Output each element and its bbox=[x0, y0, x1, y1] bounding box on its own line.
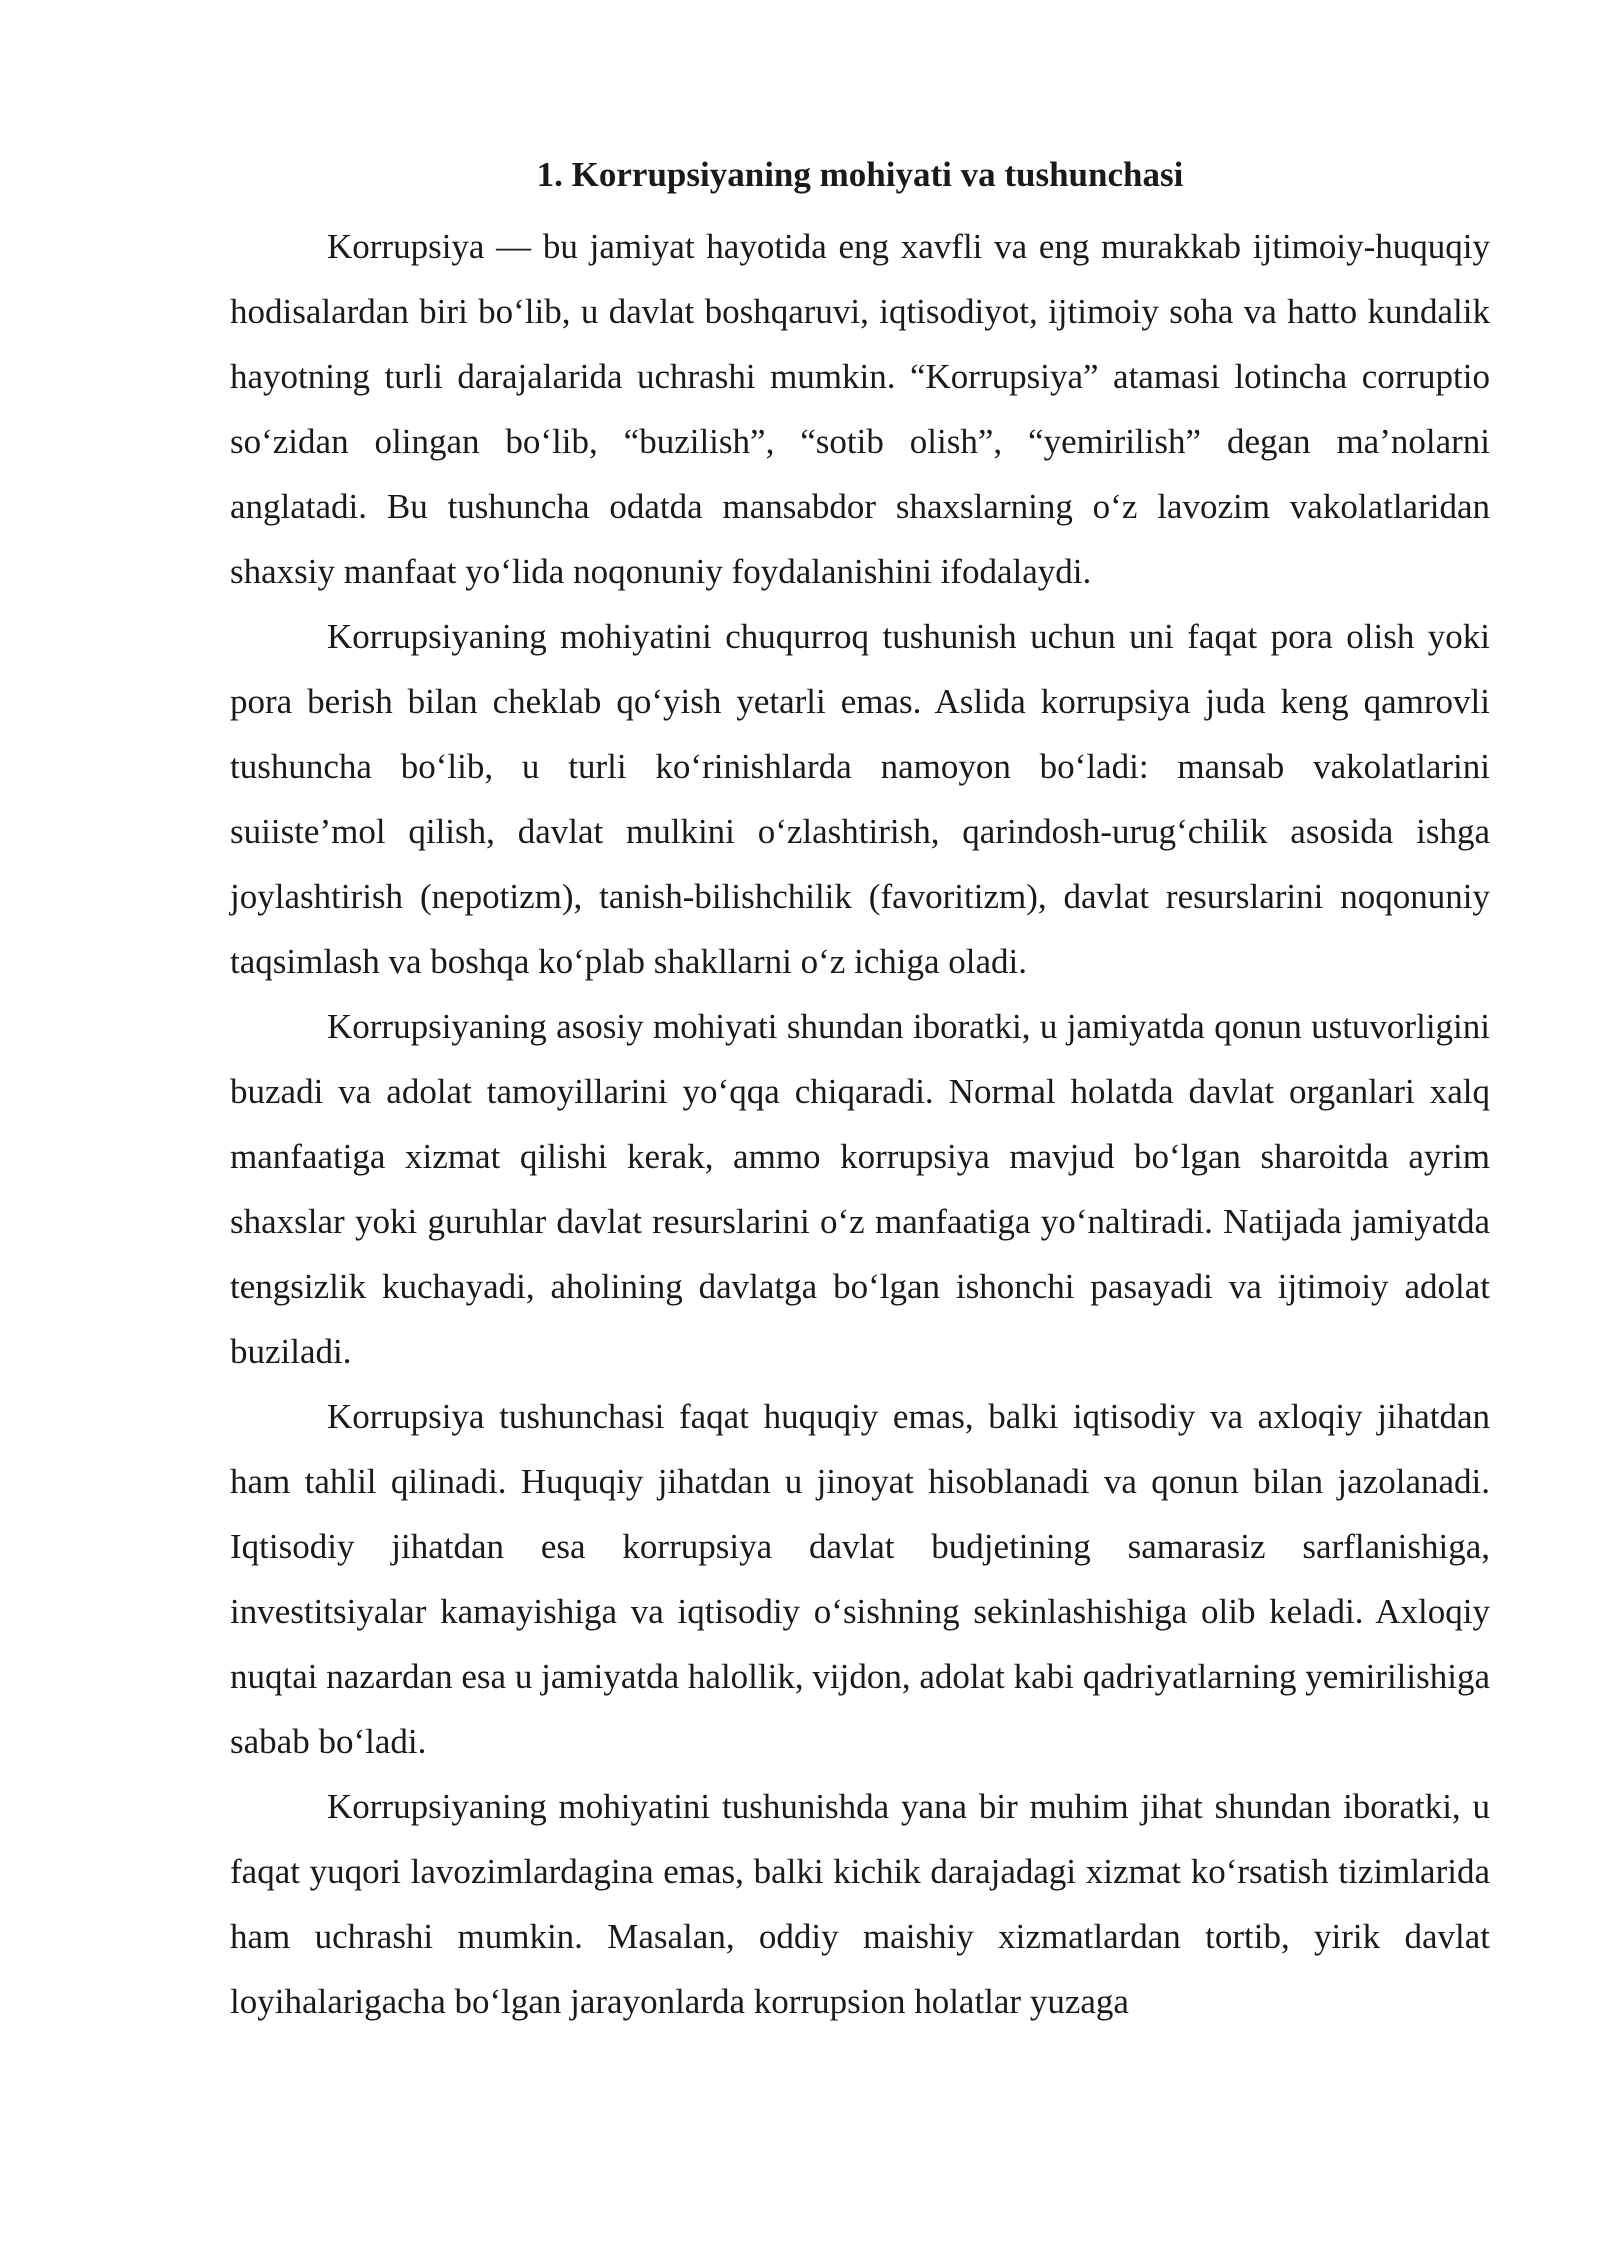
paragraph-4: Korrupsiya tushunchasi faqat huquqiy emas, balki iqtisodiy va axloqiy jihatdan ham tahlil qilinadi. Huquqiy jihatdan u jinoyat hisoblanadi va qonun bilan jazolanadi. Iqtisodiy jihatdan esa korrupsiya davlat budjetining samarasiz sarflanishiga, investitsiyalar kamayishiga va iqtisodiy o‘sishning sekinlashishiga olib keladi. Axloqiy nuqtai nazardan esa u jamiyatda halollik, vijdon, adolat kabi qadriyatlarning yemirilishiga sabab bo‘ladi. bbox=[230, 1397, 1490, 1761]
paragraph-5: Korrupsiyaning mohiyatini tushunishda yana bir muhim jihat shundan iboratki, u faqat yuqori lavozimlardagina emas, balki kichik darajadagi xizmat ko‘rsatish tizimlarida ham uchrashi mumkin. Masalan, oddiy maishiy xizmatlardan tortib, yirik davlat loyihalarigacha bo‘lgan jarayonlarda korrupsion holatlar yuzaga bbox=[230, 1787, 1490, 2021]
section-heading: 1. Korrupsiyaning mohiyati va tushunchasi bbox=[536, 155, 1184, 194]
document-page bbox=[230, 150, 1490, 2034]
paragraph-2: Korrupsiyaning mohiyatini chuqurroq tushunish uchun uni faqat pora olish yoki pora berish bilan cheklab qo‘yish yetarli emas. Aslida korrupsiya juda keng qamrovli tushuncha bo‘lib, u turli ko‘rinishlarda namoyon bo‘ladi: mansab vakolatlarini suiiste’mol qilish, davlat mulkini o‘zlashtirish, qarindosh-urug‘chilik asosida ishga joylashtirish (nepotizm), tanish-bilishchilik (favoritizm), davlat resurslarini noqonuniy taqsimlash va boshqa ko‘plab shakllarni o‘z ichiga oladi. bbox=[230, 617, 1490, 981]
paragraph-1: Korrupsiya — bu jamiyat hayotida eng xavfli va eng murakkab ijtimoiy-huquqiy hodisalardan biri bo‘lib, u davlat boshqaruvi, iqtisodiyot, ijtimoiy soha va hatto kundalik hayotning turli darajalarida uchrashi mumkin. “Korrupsiya” atamasi lotincha corruptio so‘zidan olingan bo‘lib, “buzilish”, “sotib olish”, “yemirilish” degan ma’nolarni anglatadi. Bu tushuncha odatda mansabdor shaxslarning o‘z lavozim vakolatlaridan shaxsiy manfaat yo‘lida noqonuniy foydalanishini ifodalaydi. bbox=[230, 227, 1490, 591]
paragraph-3: Korrupsiyaning asosiy mohiyati shundan iboratki, u jamiyatda qonun ustuvorligini buzadi va adolat tamoyillarini yo‘qqa chiqaradi. Normal holatda davlat organlari xalq manfaatiga xizmat qilishi kerak, ammo korrupsiya mavjud bo‘lgan sharoitda ayrim shaxslar yoki guruhlar davlat resurslarini o‘z manfaatiga yo‘naltiradi. Natijada jamiyatda tengsizlik kuchayadi, aholining davlatga bo‘lgan ishonchi pasayadi va ijtimoiy adolat buziladi. bbox=[230, 1007, 1490, 1371]
